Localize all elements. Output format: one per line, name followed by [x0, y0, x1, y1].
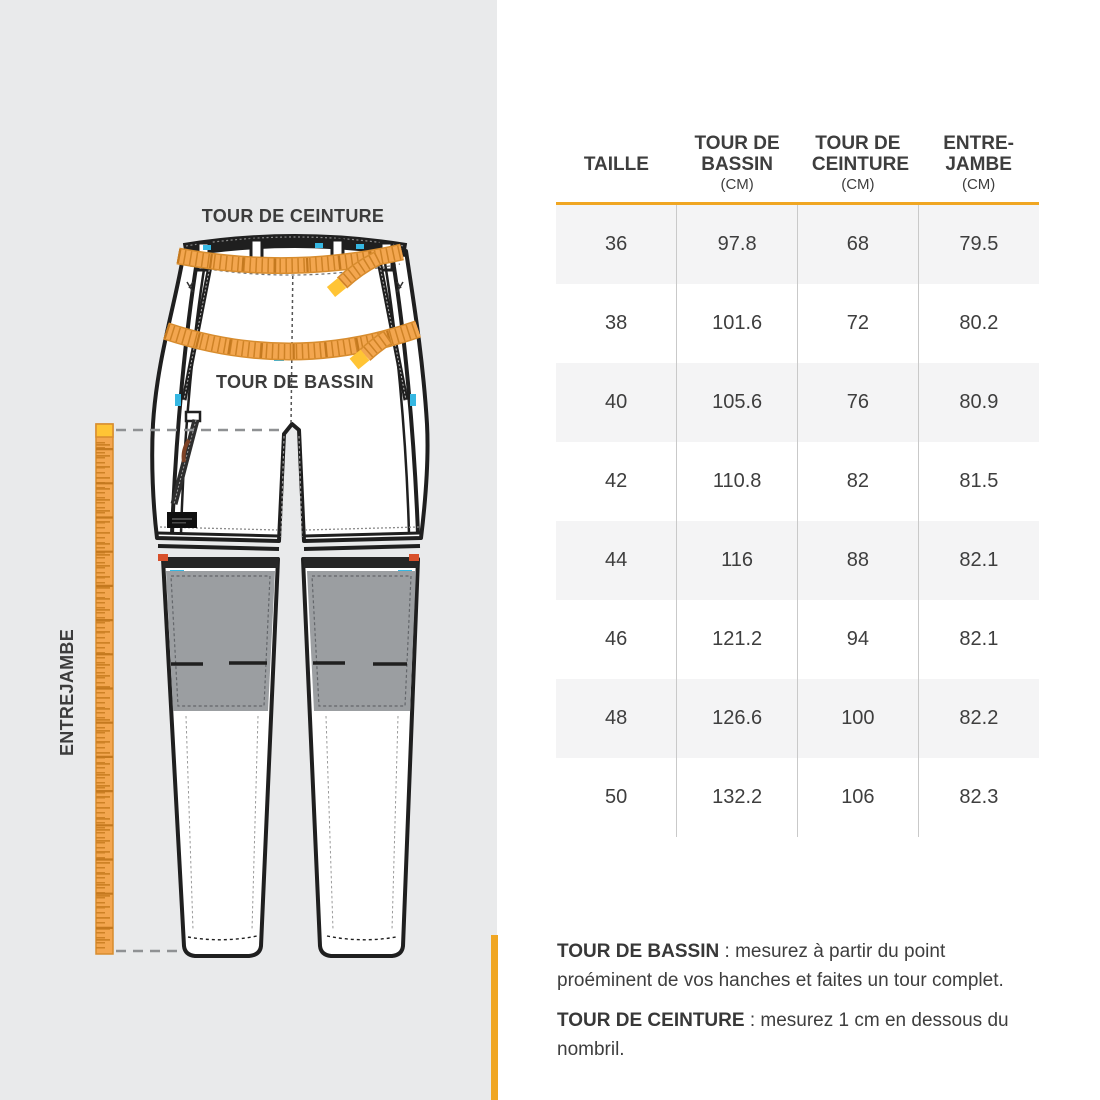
size-table-body — [556, 204, 1039, 838]
table-cell: 44 — [605, 549, 628, 571]
header-row — [556, 133, 1039, 204]
measure-note: TOUR DE BASSIN : mesurez à partir du point proéminent de vos hanches et faites un tour complet. — [557, 941, 1004, 991]
table-cell: 82.1 — [918, 521, 1039, 600]
table-row — [556, 600, 1039, 679]
table-cell: 110.8 — [677, 442, 798, 521]
table-cell: 82.3 — [918, 758, 1039, 837]
table-cell: 36 — [605, 233, 628, 255]
column-header: TOUR DE CEINTURE (CM) — [798, 133, 919, 204]
diagram-panel — [0, 0, 497, 1100]
hip-measure-label: TOUR DE BASSIN — [216, 372, 374, 392]
waist-measure-label: TOUR DE CEINTURE — [201, 206, 385, 226]
measure-note: TOUR DE CEINTURE : mesurez 1 cm en dessous du nombril. — [557, 1009, 1009, 1060]
table-cell: 88 — [798, 521, 919, 600]
table-cell: 94 — [798, 600, 919, 679]
table-row — [556, 758, 1039, 837]
table-cell: 50 — [605, 786, 628, 808]
size-table-header — [556, 133, 1039, 204]
size-table — [556, 133, 1039, 837]
measure-note-term: TOUR DE CEINTURE — [557, 1009, 745, 1031]
table-cell: 106 — [798, 758, 919, 837]
table-row — [556, 679, 1039, 758]
column-header: TOUR DE BASSIN (CM) — [677, 133, 798, 204]
column-header: ENTRE-JAMBE (CM) — [918, 133, 1039, 204]
table-cell: 82.1 — [918, 600, 1039, 679]
table-cell: 72 — [798, 284, 919, 363]
lower-legs-drawing — [158, 554, 419, 956]
knee-panel-left — [166, 571, 275, 711]
notes-accent-bar — [491, 935, 498, 1100]
table-cell: 68 — [798, 204, 919, 285]
table-row — [556, 521, 1039, 600]
shorts-drawing — [152, 237, 427, 549]
table-row — [556, 204, 1039, 285]
measure-note-term: TOUR DE BASSIN — [557, 941, 720, 962]
table-cell: 79.5 — [918, 204, 1039, 285]
pants-technical-drawing — [0, 0, 497, 1100]
table-cell: 82 — [798, 442, 919, 521]
table-cell: 132.2 — [677, 758, 798, 837]
table-cell: 38 — [605, 312, 628, 334]
table-row — [556, 284, 1039, 363]
size-table-section — [556, 133, 1039, 837]
brand-label — [167, 512, 197, 528]
table-row — [556, 363, 1039, 442]
table-cell: 42 — [605, 470, 628, 492]
table-row — [556, 442, 1039, 521]
table-cell: 105.6 — [677, 363, 798, 442]
inseam-measure-label: ENTREJAMBE — [57, 628, 77, 756]
table-cell: 82.2 — [918, 679, 1039, 758]
table-cell: 126.6 — [677, 679, 798, 758]
table-cell: 46 — [605, 628, 628, 650]
knee-panel-right — [307, 571, 416, 711]
inseam-measuring-tape — [96, 424, 113, 954]
table-cell: 101.6 — [677, 284, 798, 363]
table-cell: 100 — [798, 679, 919, 758]
table-cell: 81.5 — [918, 442, 1039, 521]
table-cell: 116 — [677, 521, 798, 600]
table-cell: 40 — [605, 391, 628, 413]
table-cell: 80.2 — [918, 284, 1039, 363]
column-header: TAILLE — [556, 133, 677, 204]
table-cell: 97.8 — [677, 204, 798, 285]
table-cell: 76 — [798, 363, 919, 442]
measurement-notes — [557, 938, 1035, 1076]
table-cell: 48 — [605, 707, 628, 729]
table-cell: 80.9 — [918, 363, 1039, 442]
table-cell: 121.2 — [677, 600, 798, 679]
